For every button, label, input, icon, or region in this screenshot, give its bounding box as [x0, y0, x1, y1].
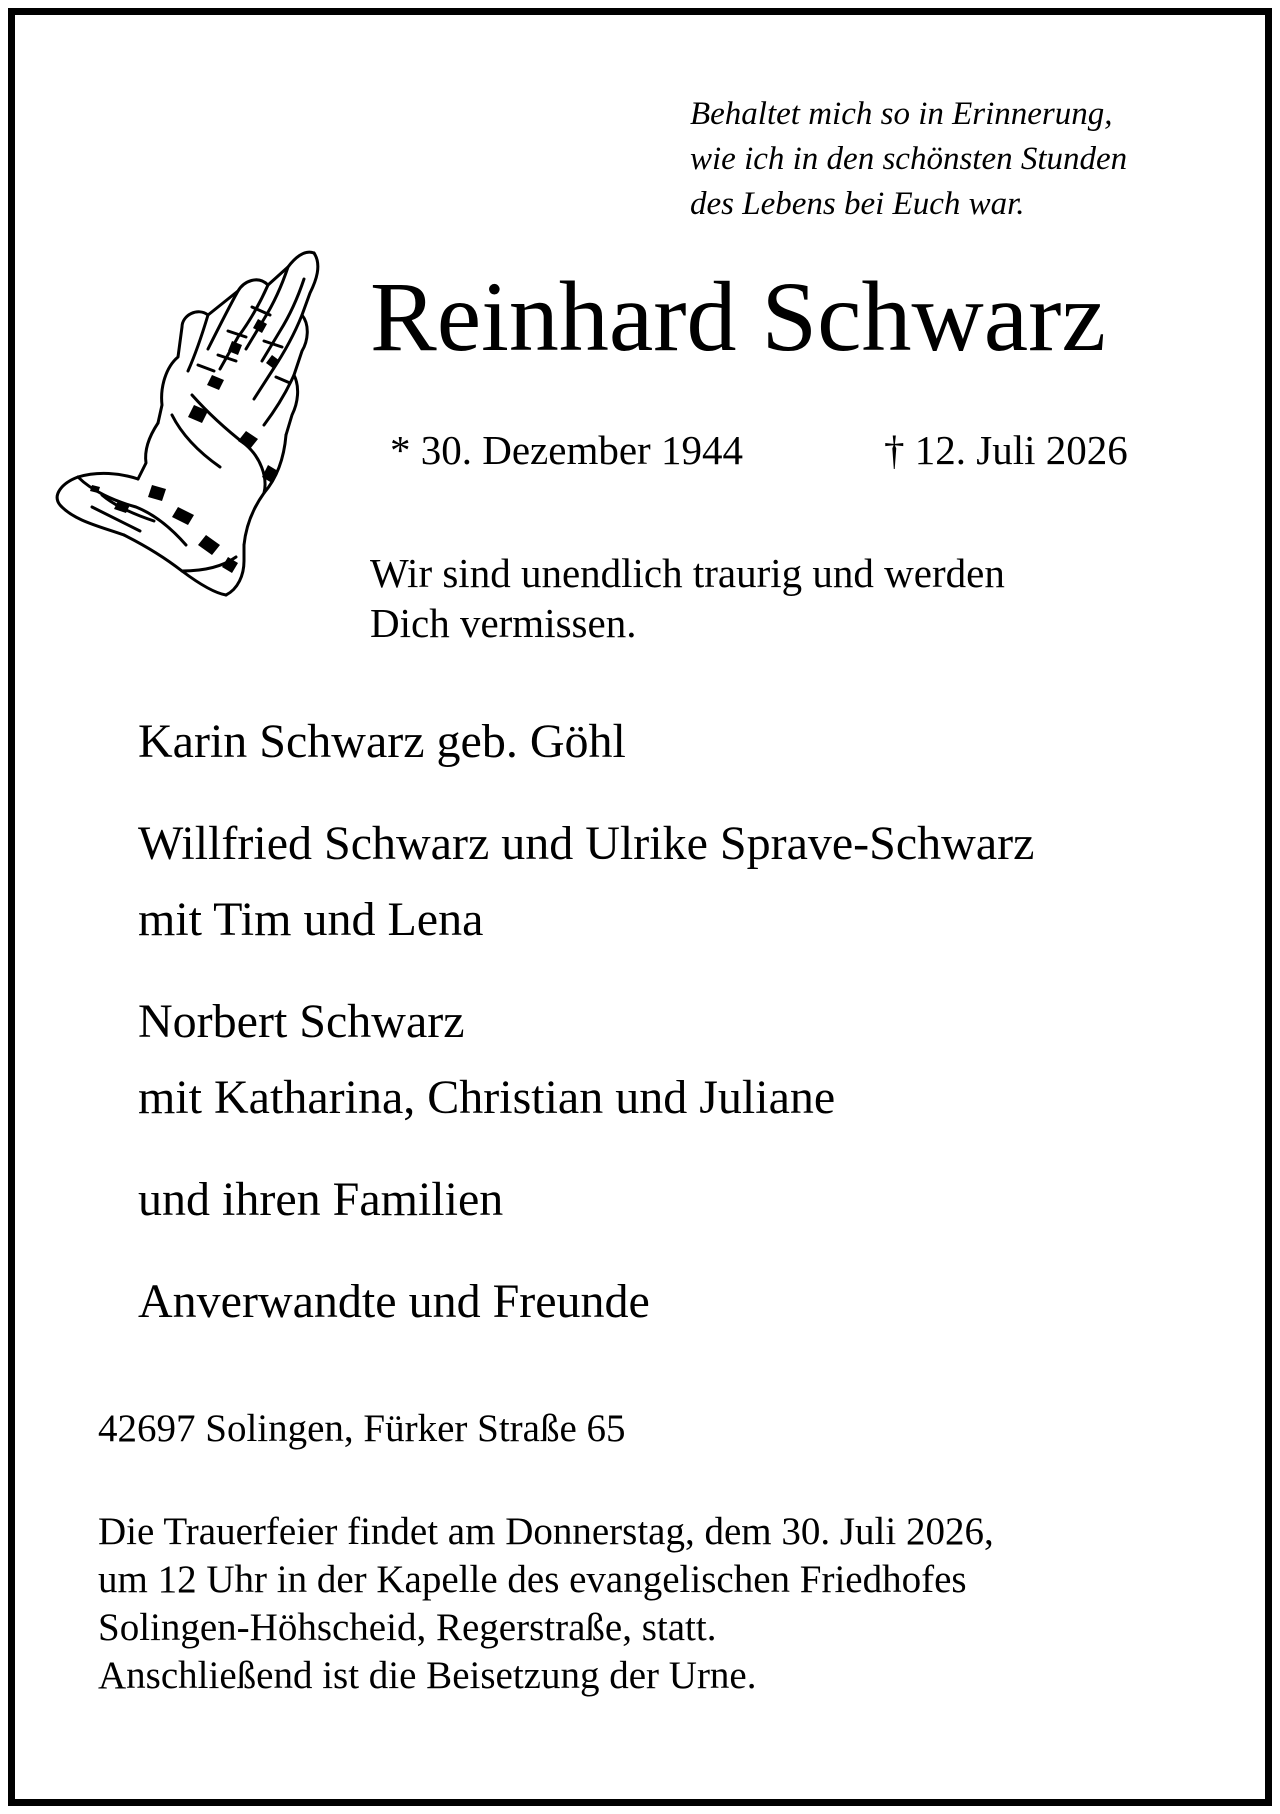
- service-line: Anschließend ist die Beisetzung der Urne.: [98, 1654, 757, 1697]
- mourner-line: Willfried Schwarz und Ulrike Sprave-Schwarz: [138, 817, 1035, 870]
- motto-line: Behaltet mich so in Erinnerung,: [690, 96, 1113, 132]
- deceased-name: Reinhard Schwarz: [370, 261, 1106, 372]
- service-line: Solingen-Höhscheid, Regerstraße, statt.: [98, 1606, 717, 1649]
- motto-line: des Lebens bei Euch war.: [690, 186, 1025, 222]
- sorrow-message: [370, 548, 1005, 648]
- funeral-service-notice: [98, 1508, 994, 1700]
- mourner-line: Karin Schwarz geb. Göhl: [138, 715, 626, 768]
- memorial-motto: [690, 92, 1127, 227]
- motto-line: wie ich in den schönsten Stunden: [690, 141, 1128, 177]
- mourner-line: mit Tim und Lena: [138, 893, 484, 946]
- praying-hands-icon: [32, 245, 332, 605]
- service-line: Die Trauerfeier findet am Donnerstag, dem 30. Juli 2026,: [98, 1510, 994, 1553]
- mourner-line: und ihren Familien: [138, 1173, 504, 1226]
- mourner-line: Norbert Schwarz: [138, 995, 465, 1048]
- service-line: um 12 Uhr in der Kapelle des evangelischen Friedhofes: [98, 1558, 967, 1601]
- sorrow-line: Dich vermissen.: [370, 600, 637, 646]
- sorrow-line: Wir sind unendlich traurig und werden: [370, 550, 1005, 596]
- birth-date: * 30. Dezember 1944: [390, 427, 743, 473]
- mourner-line: Anverwandte und Freunde: [138, 1275, 650, 1328]
- mourner-line: mit Katharina, Christian und Juliane: [138, 1071, 836, 1124]
- family-address: 42697 Solingen, Fürker Straße 65: [98, 1407, 626, 1450]
- death-date: † 12. Juli 2026: [884, 427, 1128, 473]
